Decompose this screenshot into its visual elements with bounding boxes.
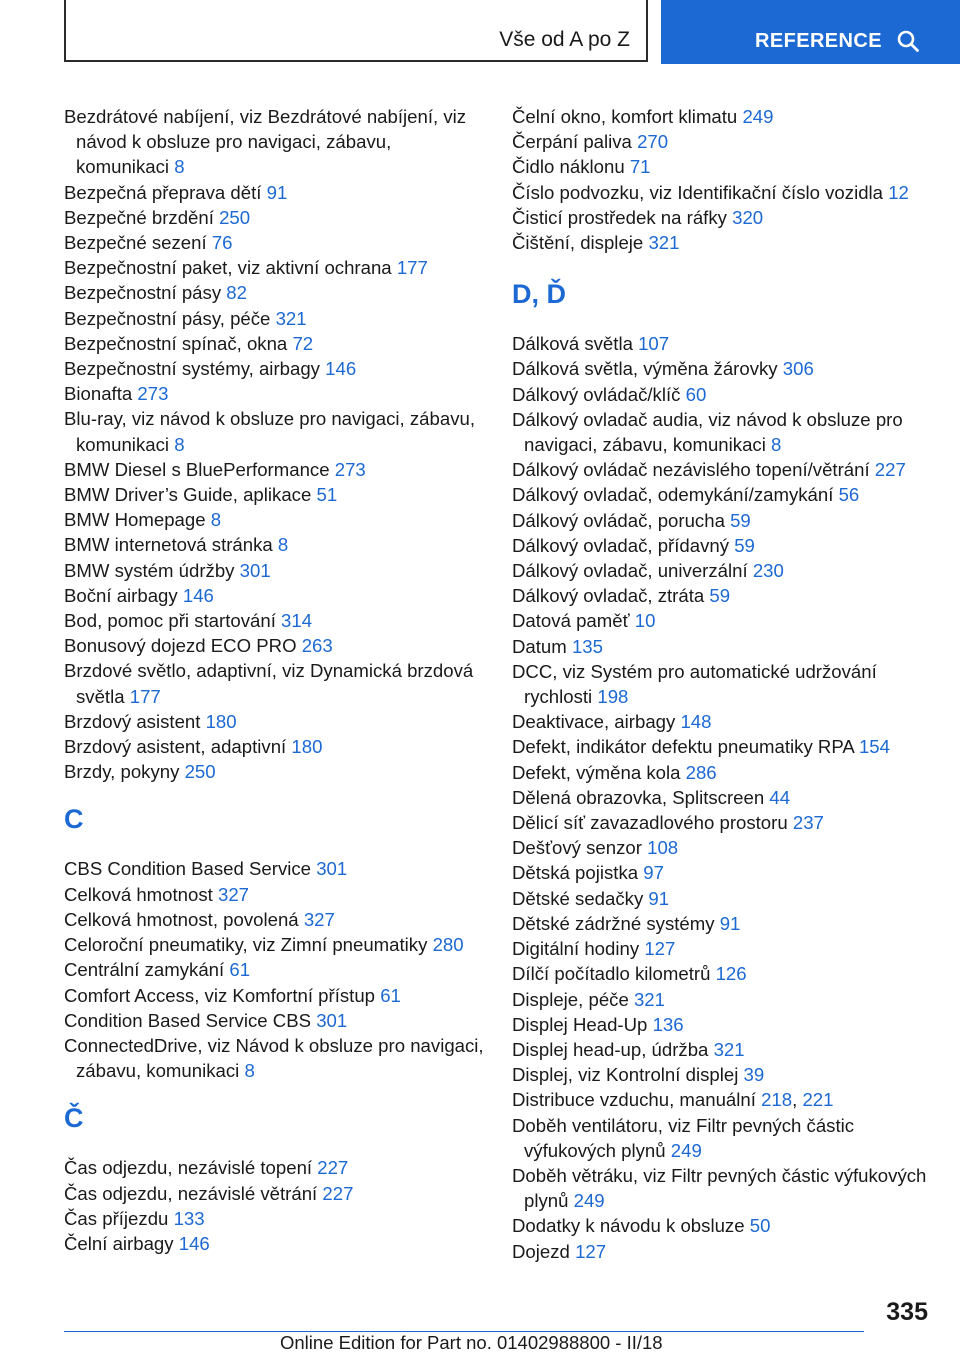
index-entry (512, 659, 932, 709)
index-entry-text: Dělicí síť zavazadlového prostoru (512, 812, 788, 834)
index-entry-text: Čerpání paliva (512, 131, 632, 153)
index-entry (512, 180, 932, 205)
index-entry (512, 911, 932, 936)
index-entry-text: Dodatky k návodu k obsluze (512, 1215, 745, 1237)
index-entry-text: ConnectedDrive, viz Návod k obsluze pro navigaci, zábavu, komunikaci (64, 1034, 484, 1082)
page-reference-link[interactable]: 180 (205, 710, 237, 732)
reference-label: REFERENCE (755, 30, 882, 52)
index-entry (512, 810, 932, 835)
page-reference-link[interactable]: 59 (730, 509, 751, 531)
index-column-left (64, 104, 484, 1256)
index-entry-text: Bezpečnostní spínač, okna (64, 332, 288, 354)
page-reference-link[interactable]: 154 (858, 736, 890, 758)
page-reference-link[interactable]: 180 (291, 736, 323, 758)
index-entry-text: Deaktivace, airbagy (512, 711, 676, 733)
header-section-box (64, 0, 648, 62)
index-entry-text: Displeje, péče (512, 988, 629, 1010)
index-entry-text: Datum (512, 635, 567, 657)
page-reference-link[interactable]: 71 (629, 156, 651, 178)
page-reference-link[interactable]: 50 (749, 1215, 771, 1237)
search-icon[interactable] (897, 30, 919, 52)
page-reference-link[interactable]: 127 (575, 1240, 607, 1262)
page-reference-link[interactable]: 249 (573, 1190, 605, 1212)
index-entry (64, 633, 484, 658)
index-entry-text: Centrální zamykání (64, 959, 225, 981)
index-entry-text: Celoroční pneumatiky, viz Zimní pneumatiky (64, 934, 428, 956)
page-reference-link[interactable]: 227 (874, 459, 906, 481)
page-reference-link[interactable]: 230 (752, 560, 784, 582)
page-reference-link[interactable]: 250 (184, 761, 216, 783)
index-entry-text: Čelní okno, komfort klimatu (512, 106, 738, 127)
index-entry-text: Dálkový ovladač, univerzální (512, 560, 748, 582)
index-entry (64, 356, 484, 381)
index-entry (64, 482, 484, 507)
page-reference-link[interactable]: 61 (229, 959, 251, 981)
page-reference-link[interactable]: 44 (769, 786, 791, 808)
index-entry (512, 331, 932, 356)
index-entry (64, 507, 484, 532)
index-entry (512, 558, 932, 583)
index-entry-text: DCC, viz Systém pro automatické udržování rychlosti (512, 660, 877, 708)
index-entry (512, 1062, 932, 1087)
page-reference-link[interactable]: 107 (638, 333, 670, 355)
index-entry-text: Doběh ventilátoru, viz Filtr pevných částic výfukových plynů (512, 1114, 855, 1161)
index-entry-text: Condition Based Service CBS (64, 1009, 312, 1031)
index-entry (512, 936, 932, 961)
index-entry (64, 457, 484, 482)
footer-edition: Online Edition for Part no. 01402988800 - II/18 (280, 1332, 663, 1353)
index-letter-heading: C (64, 804, 84, 835)
index-entry: Distribuce vzduchu, manuální 218, 221 (512, 1089, 834, 1111)
index-entry (64, 658, 484, 708)
index-entry-text: Dálková světla (512, 333, 633, 355)
page-reference-link[interactable]: 82 (226, 282, 247, 304)
page-reference-link[interactable]: 127 (644, 938, 676, 960)
page-reference-link[interactable]: 221 (802, 1089, 834, 1111)
reference-tab[interactable] (661, 0, 960, 64)
page-reference-link[interactable]: 146 (182, 584, 214, 606)
page-reference-link[interactable]: 218 (761, 1089, 793, 1111)
index-entry-text: Dojezd (512, 1240, 570, 1262)
index-entry-text: Dálková světla, výměna žárovky (512, 358, 778, 380)
page-reference-link[interactable]: 8 (174, 156, 185, 178)
index-entry (512, 533, 932, 558)
index-entry (64, 230, 484, 255)
index-entry-text: Dálkový ovladač, odemykání/zamykání (512, 484, 834, 506)
page-reference-link[interactable]: 8 (244, 1060, 255, 1082)
index-entry-text: BMW internetová stránka (64, 534, 273, 556)
page-reference-link[interactable]: 250 (219, 206, 251, 228)
index-entry-text: Dálkový ovladač, ztráta (512, 585, 705, 607)
index-letter-heading: Č (64, 1103, 84, 1134)
page-reference-link[interactable]: 136 (652, 1013, 684, 1035)
index-entry (512, 230, 932, 255)
page-reference-link[interactable]: 8 (210, 509, 222, 531)
index-entry-text: Bezpečnostní systémy, airbagy (64, 358, 320, 380)
page-reference-link[interactable]: 56 (838, 484, 860, 506)
index-entry (512, 1213, 932, 1238)
index-entry-text: Bezpečnostní pásy (64, 282, 222, 304)
page-reference-link[interactable]: 227 (322, 1182, 354, 1204)
index-entry-text: Bezpečné sezení (64, 232, 207, 254)
index-entry-text: Číslo podvozku, viz Identifikační číslo vozidla (512, 181, 884, 203)
page-reference-link[interactable]: 97 (643, 862, 664, 884)
index-entry (512, 1012, 932, 1037)
index-entry-text: Celková hmotnost (64, 883, 213, 905)
page-reference-link[interactable]: 301 (316, 858, 348, 880)
index-entry (512, 987, 932, 1012)
index-entry (64, 306, 484, 331)
page-reference-link[interactable]: 249 (670, 1139, 702, 1161)
index-entry-text: Bod, pomoc při startování (64, 610, 276, 632)
page-reference-link[interactable]: 91 (266, 181, 288, 203)
index-entry (64, 583, 484, 608)
index-entry (512, 760, 932, 785)
page-reference-link[interactable]: 146 (178, 1232, 210, 1254)
index-entry-text: Displej Head-Up (512, 1013, 648, 1035)
index-entry-text: Doběh větráku, viz Filtr pevných částic výfukových plynů (512, 1164, 927, 1212)
index-entry (512, 508, 932, 533)
index-entry-text: Dílčí počítadlo kilometrů (512, 963, 711, 985)
index-entry (512, 961, 932, 986)
page-reference-link[interactable]: 273 (137, 383, 169, 405)
index-entry (64, 608, 484, 633)
index-entry-text: Dálkový ovládač/klíč (512, 383, 681, 405)
index-entry-text: Čisticí prostředek na ráfky (512, 206, 727, 228)
index-entry-text: Dálkový ovladač audia, viz návod k obsluze pro navigaci, zábavu, komunikaci (512, 408, 903, 456)
index-entry-text: Defekt, výměna kola (512, 761, 681, 783)
index-entry (512, 835, 932, 860)
index-entry-text: BMW Homepage (64, 509, 206, 531)
index-entry-text: Bonusový dojezd ECO PRO (64, 635, 297, 657)
index-entry (512, 356, 932, 381)
page-reference-link[interactable]: 327 (218, 883, 250, 905)
page-reference-link[interactable]: 280 (432, 934, 464, 956)
page-reference-link[interactable]: 273 (334, 458, 366, 480)
page-reference-link[interactable]: 321 (713, 1038, 745, 1060)
index-entry (64, 381, 484, 406)
index-entry (64, 882, 484, 907)
page-reference-link[interactable]: 10 (634, 610, 656, 632)
index-entry (64, 406, 484, 456)
index-entry (64, 532, 484, 557)
page-reference-link[interactable]: 76 (211, 232, 233, 254)
page-reference-link[interactable]: 321 (633, 988, 665, 1010)
index-entry (64, 907, 484, 932)
page-number: 335 (886, 1298, 928, 1326)
page-reference-link[interactable]: 146 (325, 358, 357, 380)
index-entry-text: Dětská pojistka (512, 862, 639, 884)
index-entry-text: Distribuce vzduchu, manuální (512, 1089, 756, 1111)
index-entry (64, 255, 484, 280)
page-reference-link[interactable]: 72 (292, 332, 314, 354)
index-entry-text: Čelní airbagy (64, 1232, 174, 1254)
index-entry-text: Brzdový asistent, adaptivní (64, 736, 287, 758)
index-entry (512, 1163, 932, 1213)
index-entry (512, 382, 932, 407)
index-entry (64, 1181, 484, 1206)
index-entry-text: CBS Condition Based Service (64, 858, 312, 880)
page-reference-link[interactable]: 108 (647, 837, 679, 859)
index-entry-text: Dálkový ovladač, přídavný (512, 534, 730, 556)
index-entry-text: Čas odjezdu, nezávislé větrání (64, 1182, 318, 1204)
index-entry-text: Dálkový ovládač, porucha (512, 509, 725, 531)
index-entry-text: Bezpečnostní pásy, péče (64, 307, 271, 329)
index-entry-text: Comfort Access, viz Komfortní přístup (64, 984, 376, 1006)
page-reference-link[interactable]: 59 (734, 534, 755, 556)
index-entry (64, 734, 484, 759)
index-entry-text: Datová paměť (512, 610, 630, 632)
index-entry (512, 860, 932, 885)
page-reference-link[interactable]: 263 (301, 635, 333, 657)
page-reference-link[interactable]: 91 (648, 887, 670, 909)
page-reference-link[interactable]: 133 (173, 1207, 205, 1229)
index-entry (512, 482, 932, 507)
index-entry-text: BMW Driver’s Guide, aplikace (64, 484, 312, 506)
index-entry-text: Displej, viz Kontrolní displej (512, 1064, 739, 1086)
index-entry (64, 856, 484, 881)
index-entry-text: BMW systém údržby (64, 559, 235, 581)
index-entry (512, 407, 932, 457)
index-entry (512, 583, 932, 608)
index-entry-text: Digitální hodiny (512, 938, 640, 960)
index-entry-text: Bezpečnostní paket, viz aktivní ochrana (64, 257, 392, 279)
index-entry (64, 558, 484, 583)
page-reference-link[interactable]: 177 (129, 685, 161, 707)
index-entry (512, 104, 932, 129)
index-entry (64, 957, 484, 982)
index-entry (64, 932, 484, 957)
index-entry-text: Dělená obrazovka, Splitscreen (512, 786, 765, 808)
index-entry-text: Bezpečná přeprava dětí (64, 181, 262, 203)
index-entry-text: Bezdrátové nabíjení, viz Bezdrátové nabíjení, viz návod k obsluze pro navigaci, zábavu, komunikaci (64, 106, 467, 178)
page-reference-link[interactable]: 249 (742, 106, 774, 127)
index-entry (64, 983, 484, 1008)
page-reference-link[interactable]: 8 (277, 534, 289, 556)
index-entry (512, 129, 932, 154)
index-entry (512, 1037, 932, 1062)
page-reference-link[interactable]: 91 (719, 912, 741, 934)
index-entry-text: Čas příjezdu (64, 1207, 169, 1229)
index-entry-text: Dětské zádržné systémy (512, 912, 715, 934)
index-entry (512, 886, 932, 911)
index-entry (64, 759, 484, 784)
index-entry-text: Bionafta (64, 383, 133, 405)
index-entry-text: Čas odjezdu, nezávislé topení (64, 1157, 313, 1179)
page-reference-link[interactable]: 51 (316, 484, 338, 506)
index-entry (64, 709, 484, 734)
section-title: Vše od A po Z (499, 28, 630, 51)
page-reference-link[interactable]: 60 (685, 383, 707, 405)
page-reference-link[interactable]: 301 (316, 1009, 348, 1031)
index-entry-text: Brzdový asistent (64, 710, 201, 732)
page-reference-link[interactable]: 321 (648, 232, 680, 254)
index-column-right (512, 104, 932, 1264)
page-reference-link[interactable]: 320 (732, 206, 764, 228)
page-reference-link[interactable]: 12 (888, 181, 909, 203)
page-reference-link[interactable]: 270 (637, 131, 669, 153)
index-entry (64, 1206, 484, 1231)
page-reference-link[interactable]: 148 (680, 711, 712, 733)
index-entry-text: Dešťový senzor (512, 837, 642, 859)
page-reference-link[interactable]: 306 (782, 358, 814, 380)
index-entry (512, 1239, 932, 1264)
index-entry (64, 180, 484, 205)
page-reference-link[interactable]: 177 (396, 257, 428, 279)
index-entry-text: Dálkový ovládač nezávislého topení/větrání (512, 459, 870, 481)
index-entry-text: Dětské sedačky (512, 887, 644, 909)
index-entry-text: Čidlo náklonu (512, 156, 625, 178)
page-reference-link[interactable]: 61 (380, 984, 401, 1006)
index-entry (512, 457, 932, 482)
index-entry-text: Boční airbagy (64, 584, 178, 606)
index-entry (64, 1008, 484, 1033)
page-reference-link[interactable]: 286 (685, 761, 717, 783)
page-reference-link[interactable]: 135 (571, 635, 603, 657)
index-entry-text: Brzdové světlo, adaptivní, viz Dynamická brzdová světla (64, 660, 474, 707)
page-reference-link[interactable]: 327 (303, 908, 335, 930)
page-reference-link[interactable]: 314 (281, 610, 313, 632)
index-entry (64, 280, 484, 305)
index-entry (64, 331, 484, 356)
index-entry (64, 104, 484, 180)
index-entry (512, 734, 932, 759)
index-entry-text: Brzdy, pokyny (64, 761, 180, 783)
index-entry (512, 608, 932, 633)
page-reference-link[interactable]: 8 (771, 434, 782, 456)
index-entry (64, 1033, 484, 1083)
index-entry-text: Defekt, indikátor defektu pneumatiky RPA (512, 736, 854, 758)
index-entry (512, 154, 932, 179)
page-reference-link[interactable]: 237 (792, 812, 824, 834)
index-entry (512, 205, 932, 230)
page-reference-link[interactable]: 126 (715, 963, 747, 985)
page-reference-link[interactable]: 227 (317, 1157, 349, 1179)
page-reference-link[interactable]: 301 (239, 559, 271, 581)
index-entry (512, 785, 932, 810)
index-entry (64, 205, 484, 230)
index-entry-text: Bezpečné brzdění (64, 206, 214, 228)
page-reference-link[interactable]: 198 (597, 686, 629, 708)
index-letter-heading: D, Ď (512, 279, 566, 310)
index-entry (512, 709, 932, 734)
index-entry-text: Displej head-up, údržba (512, 1038, 709, 1060)
page-reference-link[interactable]: 8 (174, 433, 185, 455)
page-reference-link[interactable]: 321 (275, 307, 307, 329)
index-entry-text: Čištění, displeje (512, 232, 644, 254)
index-entry-text: Blu-ray, viz návod k obsluze pro navigaci, zábavu, komunikaci (64, 408, 475, 455)
index-entry (512, 1113, 932, 1163)
index-entry-text: BMW Diesel s BluePerformance (64, 458, 330, 480)
page-reference-link[interactable]: 59 (709, 585, 731, 607)
index-entry (64, 1155, 484, 1180)
index-entry (512, 634, 932, 659)
index-entry-text: Celková hmotnost, povolená (64, 908, 299, 930)
page-reference-link[interactable]: 39 (743, 1064, 765, 1086)
index-entry (64, 1231, 484, 1256)
